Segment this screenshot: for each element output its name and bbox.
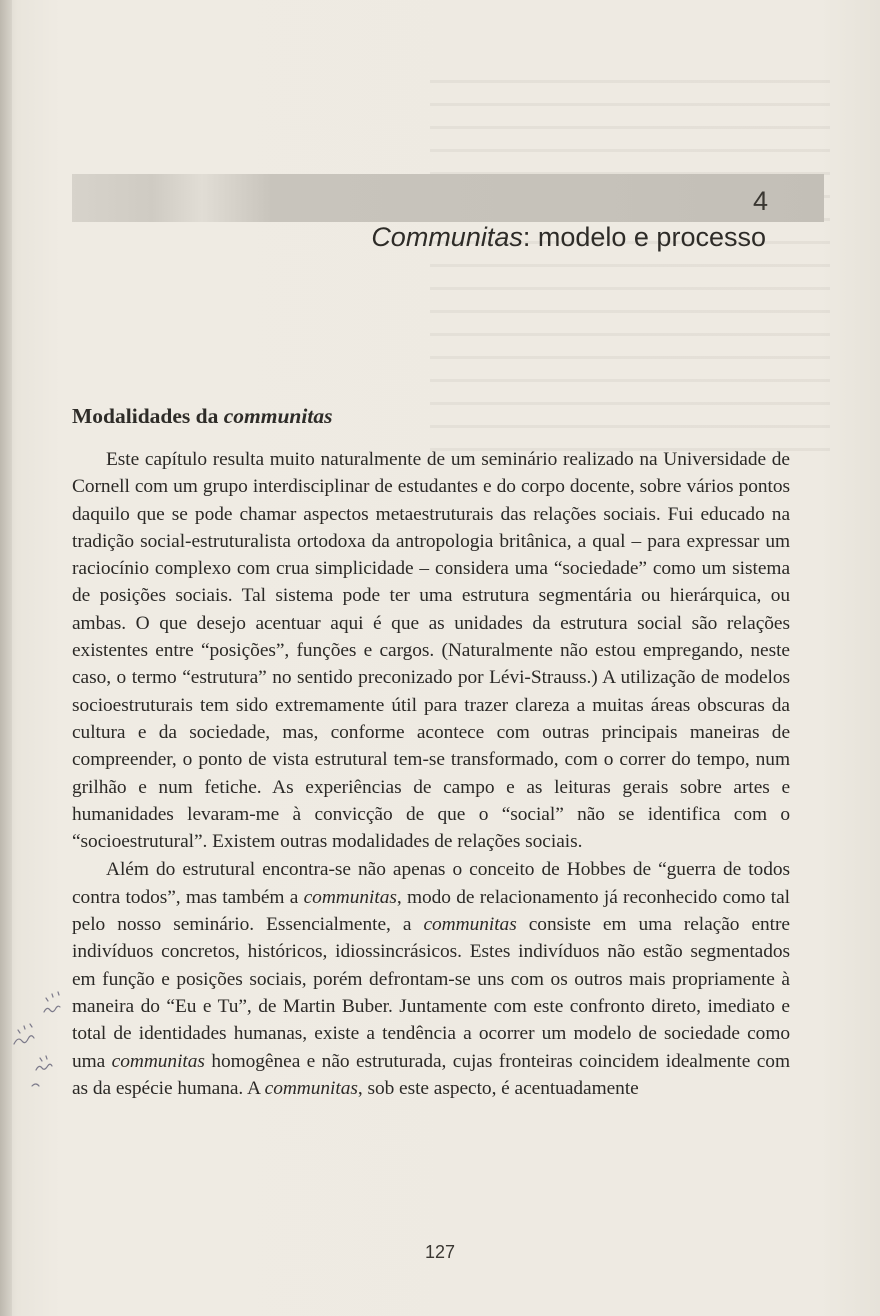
page-number: 127 xyxy=(424,1242,456,1262)
chapter-number: 4 xyxy=(752,186,768,216)
chapter-title-rest: : modelo e processo xyxy=(522,222,766,252)
section-heading xyxy=(72,404,332,429)
paragraph-2 xyxy=(72,856,790,1102)
paragraph-2-part-2: , modo de relacionamento já reconhecido como tal pelo nosso seminário. Essencialmente, a xyxy=(72,886,790,936)
paragraph-2-italic-2: communitas xyxy=(423,914,517,936)
chapter-title xyxy=(371,222,766,253)
section-heading-italic: communitas xyxy=(223,404,333,428)
paragraph-2-part-1: Além do estrutural encontra-se não apenas o conceito de Hobbes de “guerra de todos contra todos”, mas também a xyxy=(72,859,790,908)
paragraph-2-italic-3: communitas xyxy=(111,1050,205,1072)
paragraph-2-part-3: consiste em uma relação entre indivíduos concretos, históricos, idiossincrásicos. Estes indivíduos não estão segmentados em função e posições sociais, porém defrontam-se uns com os outros mais propriamente à maneira do “Eu e Tu”, de Martin Buber. Juntamente com este confronto direto, imediato e total de identidades humanas, existe a tendência a ocorrer um modelo de sociedade como uma xyxy=(72,914,790,1072)
paragraph-1: Este capítulo resulta muito naturalmente de um seminário realizado na Universidade de Cornell com um grupo interdisciplinar de estudantes e do corpo docente, sobre vários pontos daquilo que se pode chamar aspectos metaestruturais das relações sociais. Fui educado na tradição social-estruturalista ortodoxa da antropologia britânica, a qual – para expressar um raciocínio complexo com crua simplicidade – considera uma “sociedade” como um sistema de posições sociais. Tal sistema pode ter uma estrutura segmentária ou hierárquica, ou ambas. O que desejo acentuar aqui é que as unidades da estrutura social são relações existentes entre “posições”, funções e cargos. (Naturalmente não estou empregando, neste caso, o termo “estrutura” no sentido preconizado por Lévi-Strauss.) A utilização de modelos socioestruturais tem sido extremamente útil para trazer clareza a muitas áreas obscuras da cultura e da sociedade, mas, conforme acontece com outras principais maneiras de compreender, o ponto de vista estrutural tem-se transformado, com o correr do tempo, num grilhão e num fetiche. As experiências de campo e as leituras gerais sobre artes e humanidades levaram-me à convicção de que o “social” não se identifica com o “socioestrutural”. Existem outras modalidades de relações sociais. xyxy=(72,449,790,853)
paragraph-2-part-5: , sob este aspecto, é acentuadamente xyxy=(357,1077,639,1099)
show-through-texture xyxy=(430,60,830,460)
paragraph-2-italic-1: communitas xyxy=(303,886,397,908)
paragraph-2-italic-4: communitas xyxy=(264,1077,358,1099)
page-spine-shadow xyxy=(0,0,12,1316)
pencil-margin-annotation xyxy=(6,990,70,1100)
chapter-header-band xyxy=(72,174,824,222)
section-heading-prefix: Modalidades da xyxy=(72,404,224,428)
paragraph-2-part-4: homogênea e não estruturada, cujas fronteiras coincidem idealmente com as da espécie humana. A xyxy=(72,1050,790,1099)
chapter-title-italic: Communitas xyxy=(371,222,523,252)
body-text xyxy=(72,446,790,1102)
